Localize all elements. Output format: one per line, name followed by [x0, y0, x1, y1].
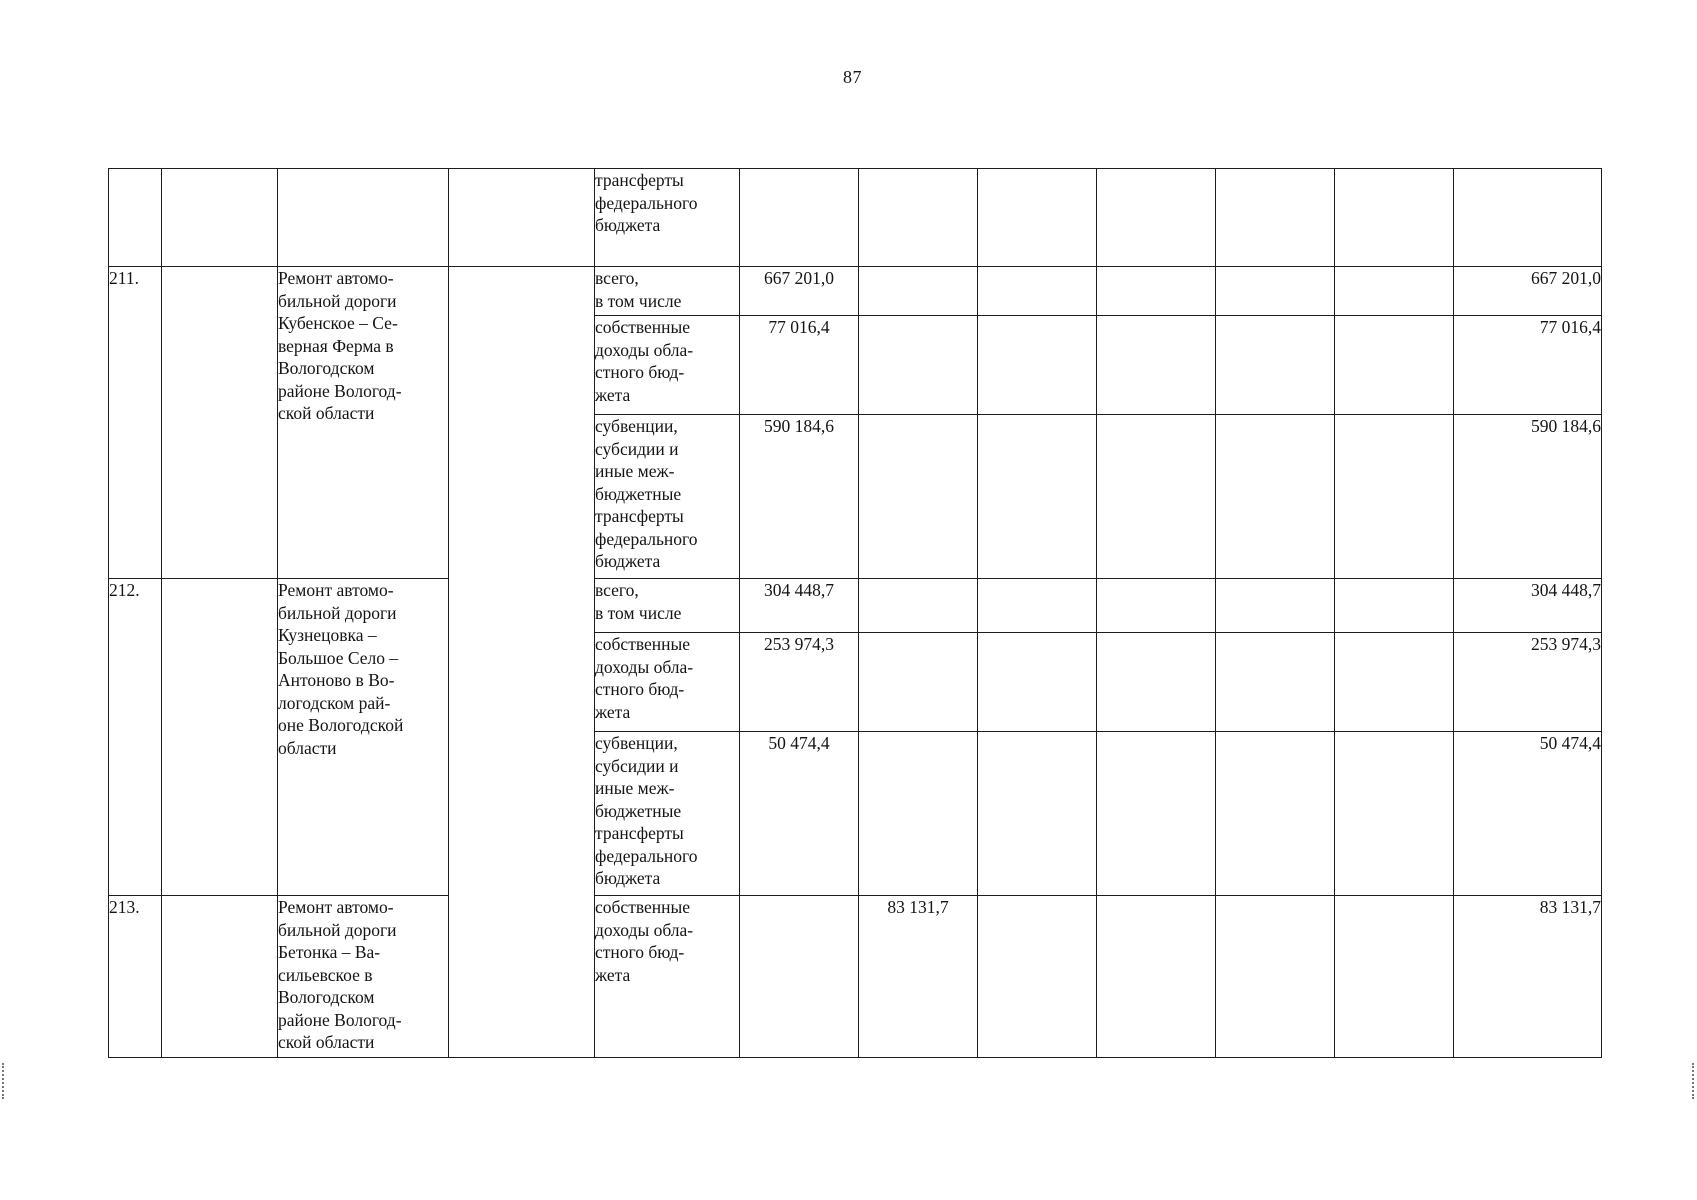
amount-cell — [859, 316, 978, 415]
empty-cell — [1097, 169, 1216, 267]
empty-cell — [1216, 896, 1335, 1058]
amount-cell: 77 016,4 — [740, 316, 859, 415]
empty-cell — [1216, 633, 1335, 732]
object-name: Ремонт автомо- бильной дороги Кубенское – Се- верная Ферма в Вологодском районе Вологод- ской области — [278, 267, 449, 579]
amount-cell — [740, 896, 859, 1058]
scan-edge-mark-left — [2, 1063, 7, 1099]
empty-cell — [978, 732, 1097, 896]
row-number: 212. — [109, 579, 162, 896]
empty-cell — [1216, 732, 1335, 896]
amount-cell: 253 974,3 — [740, 633, 859, 732]
empty-cell — [978, 579, 1097, 633]
funding-source-cell: всего, в том числе — [595, 579, 740, 633]
empty-cell — [278, 169, 449, 267]
empty-cell — [162, 579, 278, 896]
table-row — [109, 896, 1602, 1058]
total-cell: 253 974,3 — [1454, 633, 1602, 732]
empty-cell — [1216, 316, 1335, 415]
page-number: 87 — [843, 67, 862, 87]
amount-cell — [859, 267, 978, 316]
amount-cell — [859, 732, 978, 896]
empty-cell — [1097, 415, 1216, 579]
empty-cell — [978, 267, 1097, 316]
funding-source-cell: собственные доходы обла- стного бюд- жета — [595, 633, 740, 732]
empty-cell — [1454, 169, 1602, 267]
row-number: 213. — [109, 896, 162, 1058]
amount-cell — [859, 579, 978, 633]
empty-cell — [1097, 267, 1216, 316]
empty-cell — [1097, 732, 1216, 896]
empty-cell — [1216, 415, 1335, 579]
row-number: 211. — [109, 267, 162, 579]
empty-cell — [162, 896, 278, 1058]
empty-cell — [1335, 267, 1454, 316]
empty-cell — [162, 169, 278, 267]
empty-cell — [1335, 169, 1454, 267]
empty-cell — [1335, 579, 1454, 633]
empty-cell — [1097, 633, 1216, 732]
empty-cell — [978, 633, 1097, 732]
empty-cell — [978, 169, 1097, 267]
object-name: Ремонт автомо- бильной дороги Бетонка – Ва- сильевское в Вологодском районе Вологод- ской области — [278, 896, 449, 1058]
funding-source-cell: трансферты федерального бюджета — [595, 169, 740, 267]
amount-cell: 50 474,4 — [740, 732, 859, 896]
empty-cell — [859, 169, 978, 267]
empty-cell — [449, 169, 595, 267]
amount-cell: 590 184,6 — [740, 415, 859, 579]
total-cell: 77 016,4 — [1454, 316, 1602, 415]
empty-cell — [740, 169, 859, 267]
funding-source-cell: субвенции, субсидии и иные меж- бюджетные трансферты федерального бюджета — [595, 732, 740, 896]
empty-cell — [1216, 267, 1335, 316]
empty-cell — [1216, 579, 1335, 633]
budget-table — [108, 168, 1602, 1058]
empty-cell — [1335, 732, 1454, 896]
amount-cell: 83 131,7 — [859, 896, 978, 1058]
table-row — [109, 579, 1602, 633]
amount-cell: 304 448,7 — [740, 579, 859, 633]
object-name: Ремонт автомо- бильной дороги Кузнецовка – Большое Село – Антоново в Во- логодском рай- оне Вологодской области — [278, 579, 449, 896]
total-cell: 590 184,6 — [1454, 415, 1602, 579]
empty-cell — [1097, 316, 1216, 415]
total-cell: 304 448,7 — [1454, 579, 1602, 633]
empty-cell — [162, 267, 278, 579]
empty-cell — [109, 169, 162, 267]
empty-cell — [1097, 579, 1216, 633]
funding-source-cell: собственные доходы обла- стного бюд- жета — [595, 896, 740, 1058]
total-cell: 50 474,4 — [1454, 732, 1602, 896]
total-cell: 83 131,7 — [1454, 896, 1602, 1058]
scan-edge-mark-right — [1692, 1063, 1697, 1099]
empty-cell — [1216, 169, 1335, 267]
empty-cell — [449, 267, 595, 1058]
funding-source-cell: субвенции, субсидии и иные меж- бюджетные трансферты федерального бюджета — [595, 415, 740, 579]
funding-source-cell: собственные доходы обла- стного бюд- жета — [595, 316, 740, 415]
amount-cell — [859, 633, 978, 732]
empty-cell — [1335, 896, 1454, 1058]
empty-cell — [978, 415, 1097, 579]
empty-cell — [978, 896, 1097, 1058]
total-cell: 667 201,0 — [1454, 267, 1602, 316]
empty-cell — [1335, 633, 1454, 732]
empty-cell — [1335, 316, 1454, 415]
empty-cell — [978, 316, 1097, 415]
empty-cell — [1335, 415, 1454, 579]
continuation-row — [109, 169, 1602, 267]
amount-cell — [859, 415, 978, 579]
amount-cell: 667 201,0 — [740, 267, 859, 316]
funding-source-cell: всего, в том числе — [595, 267, 740, 316]
empty-cell — [1097, 896, 1216, 1058]
table-row — [109, 267, 1602, 316]
